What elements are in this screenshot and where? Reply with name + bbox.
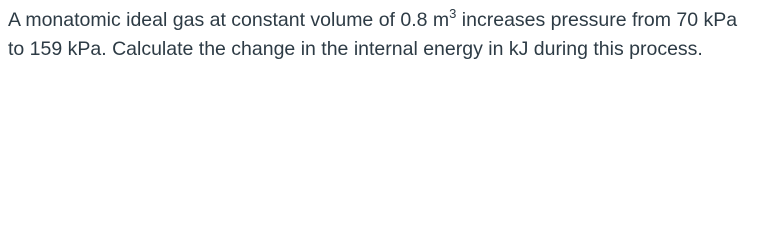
question-text-part-2: increases pressure from 70 kPa to 159 kPa. Calculate the change in the internal energy in kJ during this process. [8,9,738,60]
question-text [8,6,758,63]
volume-unit-exponent: 3 [449,5,457,21]
question-text-part-1: A monatomic ideal gas at constant volume of 0.8 m [8,9,450,31]
